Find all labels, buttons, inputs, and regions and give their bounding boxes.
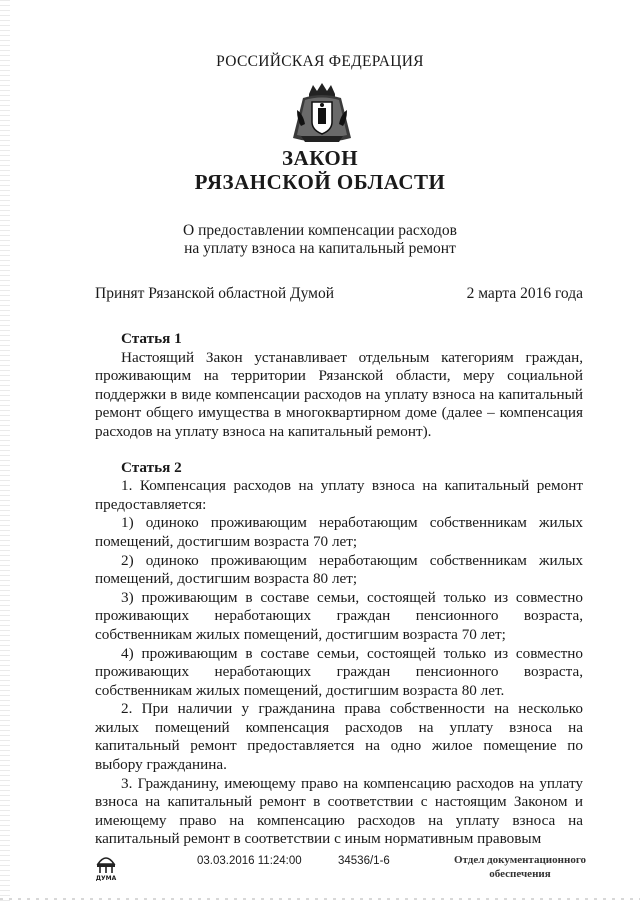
article-paragraph: Настоящий Закон устанавливает отдельным категориям граждан, проживающим на территории Рязанской области, меру социальной поддержки в виде компенсации расходов на уплату взноса на капитальный ремонт общего имущества в многоквартирном доме (далее – компенсация расходов на уплату взноса на капитальный ремонт). [95, 348, 583, 440]
adoption-date: 2 марта 2016 года [466, 285, 583, 302]
duma-logo-icon [90, 850, 122, 882]
law-subject-line1: О предоставлении компенсации расходов [183, 222, 457, 239]
article-paragraph: 3) проживающим в составе семьи, состоящей только из совместно проживающих неработающих граждан пенсионного возраста, собственникам жилых помещений, достигшим возраста 70 лет; [95, 588, 583, 643]
article-heading: Статья 1 [121, 330, 182, 347]
law-body [95, 330, 583, 849]
article-paragraph: 1. Компенсация расходов на уплату взноса на капитальный ремонт предоставляется: [95, 477, 583, 513]
article-paragraph: 2. При наличии у гражданина права собственности на несколько жилых помещений компенсация расходов на уплату взноса на капитальный ремонт предоставляется на одно жилое помещение по выбору гражданина. [95, 700, 583, 774]
law-title [0, 146, 640, 194]
country-name: РОССИЙСКАЯ ФЕДЕРАЦИЯ [216, 53, 424, 70]
article-paragraph: 1) одиноко проживающим неработающим собственникам жилых помещений, достигшим возраста 70 лет; [95, 514, 583, 550]
article-paragraph: 4) проживающим в составе семьи, состоящей только из совместно проживающих неработающих граждан пенсионного возраста, собственникам жилых помещений, достигшим возраста 80 лет. [95, 644, 583, 699]
article-paragraph: 3. Гражданину, имеющему право на компенсацию расходов на уплату взноса на капитальный ремонт в соответствии с настоящим Законом и имеющему право на компенсацию расходов на уплату взноса на капитальный ремонт в соответствии с иным нормативным правовым [95, 774, 583, 848]
law-subject [0, 222, 640, 258]
article-heading: Статья 2 [121, 458, 182, 476]
law-subject-line2: на уплату взноса на капитальный ремонт [184, 240, 456, 257]
department-stamp-line2: обеспечения [489, 868, 551, 880]
department-stamp-line1: Отдел документационного [453, 854, 587, 866]
ryazan-coat-of-arms-icon [285, 80, 359, 146]
duma-logo-text: ДУМА [95, 875, 117, 882]
adoption-authority: Принят Рязанской областной Думой [95, 285, 335, 302]
scan-bottom-artifact [0, 898, 640, 900]
department-stamp [440, 853, 600, 881]
registration-timestamp: 03.03.2016 11:24:00 [197, 855, 302, 867]
registration-number: 34536/1-6 [338, 855, 390, 867]
law-title-line1: ЗАКОН [281, 146, 359, 170]
law-title-line2: РЯЗАНСКОЙ ОБЛАСТИ [194, 170, 446, 194]
scan-edge-artifact [0, 0, 10, 905]
article-paragraph: 2) одиноко проживающим неработающим собственникам жилых помещений, достигшим возраста 80 лет; [95, 551, 583, 588]
